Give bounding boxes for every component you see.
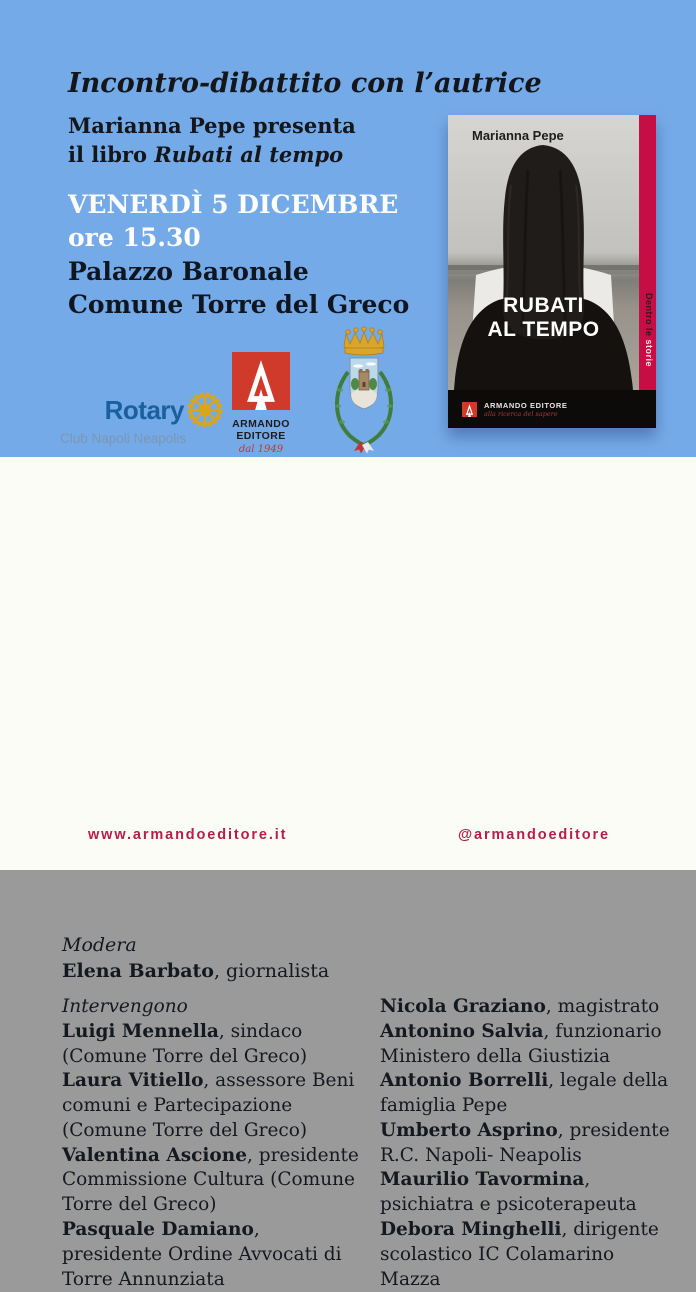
- armando-name: ARMANDO EDITORE: [232, 418, 290, 442]
- series-label-part2: storie: [644, 339, 654, 368]
- book-title-line2: AL TEMPO: [487, 318, 600, 342]
- speaker-role: , magistrato: [545, 996, 660, 1017]
- speaker-name: Antonino Salvia: [380, 1020, 544, 1042]
- moderator-name: Elena Barbato: [62, 959, 214, 982]
- speaker-entry: [380, 1168, 670, 1218]
- book-title-line1: RUBATI: [503, 294, 584, 317]
- book-author: Marianna Pepe: [472, 128, 564, 143]
- speaker-entry: [62, 1218, 362, 1292]
- speaker-role: , presidente Ordine Avvocati di Torre Annunziata: [62, 1219, 342, 1290]
- moderator-label: Modera: [62, 934, 137, 956]
- event-time: ore 15.30: [68, 223, 201, 253]
- publisher-logo-icon: [462, 402, 477, 417]
- speaker-name: Antonio Borrelli: [380, 1070, 549, 1092]
- speakers-column-left: [62, 995, 362, 1292]
- speaker-role: , presidente R.C. Napoli- Neapolis: [380, 1119, 670, 1166]
- speaker-entry: [380, 1218, 670, 1292]
- flyer-top-panel: [0, 0, 696, 457]
- armando-a-icon: [232, 352, 290, 410]
- speakers-column-right: [380, 995, 670, 1292]
- event-title: Incontro-dibattito con l’autrice: [68, 68, 542, 99]
- event-subtitle: [68, 112, 356, 170]
- speaker-role: , dirigente scolastico IC Colamarino Mazza: [380, 1219, 659, 1290]
- book-title-italic: Rubati al tempo: [154, 141, 344, 167]
- presenter-line: Marianna Pepe presenta: [68, 113, 356, 138]
- speaker-entry: [380, 1069, 670, 1119]
- book-title: [448, 294, 639, 342]
- speakers-columns: [62, 995, 670, 1292]
- speaker-entry: [62, 1020, 362, 1070]
- speaker-name: Luigi Mennella: [62, 1020, 219, 1042]
- speaker-role: , sindaco (Comune Torre del Greco): [62, 1020, 308, 1067]
- speaker-role: , assessore Beni comuni e Partecipazione (Comune Torre del Greco): [62, 1070, 355, 1141]
- speaker-name: Laura Vitiello: [62, 1070, 204, 1092]
- event-day: VENERDÌ 5 DICEMBRE: [68, 190, 399, 219]
- speaker-role: , psichiatra e psicoterapeuta: [380, 1169, 637, 1216]
- speaker-role: , legale della famiglia Pepe: [380, 1070, 669, 1117]
- speakers-label: Intervengono: [62, 996, 188, 1017]
- speaker-name: Debora Minghelli: [380, 1219, 562, 1241]
- book-cover-photo: [448, 115, 639, 390]
- footer: [0, 806, 696, 870]
- speaker-entry: [380, 1119, 670, 1169]
- speaker-entry: [380, 995, 670, 1020]
- book-line: [68, 141, 356, 170]
- moderator-role: , giornalista: [213, 959, 330, 982]
- moderator-entry: [62, 959, 329, 985]
- speaker-name: Maurilio Tavormina: [380, 1169, 585, 1191]
- rotary-club-name: Club Napoli Neapolis: [60, 431, 187, 446]
- book-cover: [448, 115, 656, 428]
- rotary-wordmark: Rotary: [104, 394, 184, 425]
- book-line-prefix: il libro: [68, 141, 155, 167]
- speaker-name: Pasquale Damiano: [62, 1219, 254, 1241]
- publisher-tagline: alla ricerca del sapere: [484, 409, 558, 418]
- publisher-website-link[interactable]: www.armandoeditore.it: [88, 827, 288, 843]
- speaker-role: , funzionario Ministero della Giustizia: [380, 1020, 662, 1067]
- publisher-bar: [448, 390, 656, 428]
- armando-since: dal 1949: [238, 444, 284, 455]
- speaker-entry: [62, 1069, 362, 1143]
- publisher-name: ARMANDO EDITORE: [484, 400, 568, 410]
- rotary-logo: [60, 390, 225, 446]
- event-venue: Palazzo Baronale: [68, 256, 309, 286]
- event-city: Comune Torre del Greco: [68, 289, 410, 319]
- speaker-entry: [62, 1144, 362, 1218]
- speaker-name: Umberto Asprino: [380, 1119, 558, 1141]
- series-label-part1: Dentro le: [644, 293, 654, 340]
- flyer-bottom-panel: [0, 457, 696, 1290]
- speaker-role: , presidente Commissione Cultura (Comune Torre del Greco): [62, 1144, 359, 1216]
- speaker-name: Valentina Ascione: [62, 1144, 247, 1166]
- moderator-block: [62, 933, 329, 985]
- event-schedule: [68, 188, 409, 321]
- coat-of-arms-icon: [324, 320, 404, 454]
- book-series-label: [644, 293, 654, 421]
- speaker-entry: [380, 1020, 670, 1070]
- speaker-name: Nicola Graziano: [380, 996, 546, 1017]
- publisher-social-handle[interactable]: @armandoeditore: [458, 827, 610, 843]
